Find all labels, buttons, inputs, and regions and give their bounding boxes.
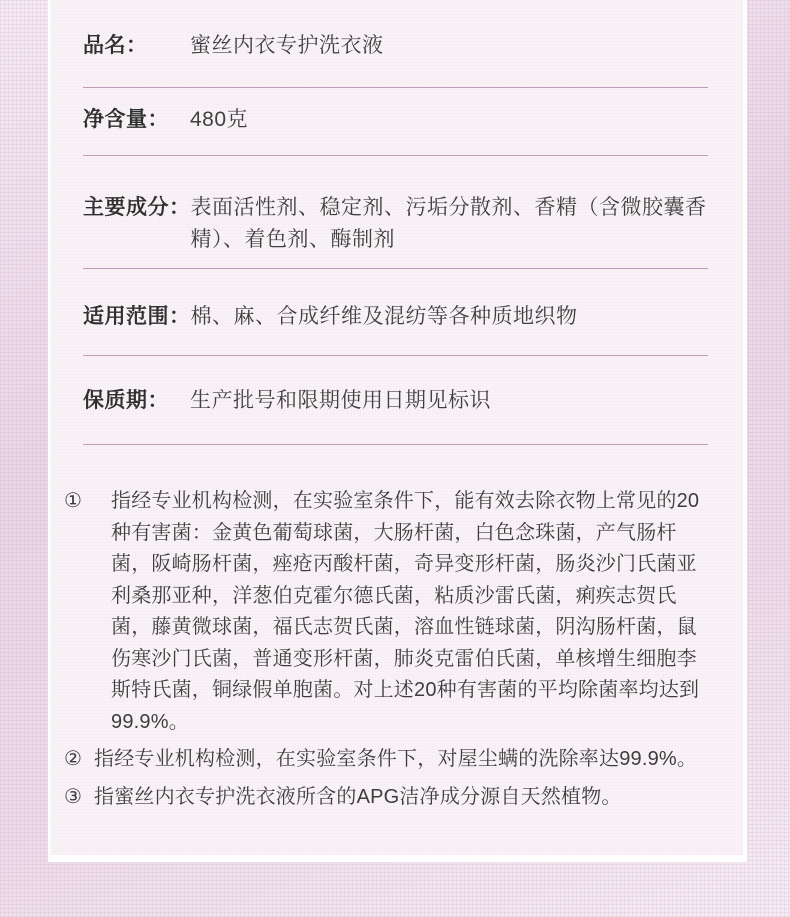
- spec-value: 生产批号和限期使用日期见标识: [190, 389, 491, 412]
- spec-value: 表面活性剂、稳定剂、污垢分散剂、香精（含微胶囊香精）、着色剂、酶制剂: [190, 196, 707, 251]
- footnote-text: 指经专业机构检测，在实验室条件下，对屋尘螨的洗除率达99.9%。: [94, 748, 698, 770]
- spec-label: 主要成分：: [83, 196, 191, 219]
- footnote-1: [64, 486, 703, 738]
- footnote-marker: ③: [64, 785, 83, 808]
- footnote-marker: ①: [64, 490, 83, 512]
- spec-row-net-content: [51, 88, 743, 155]
- footnote-marker: ②: [64, 748, 83, 770]
- spec-row-shelf-life: [51, 356, 743, 444]
- product-info-panel: [48, 0, 747, 862]
- footnote-text: 指蜜丝内衣专护洗衣液所含的APG洁净成分源自天然植物。: [94, 785, 622, 808]
- spec-label: 净含量：: [83, 108, 169, 131]
- spec-label: 品名：: [83, 34, 148, 57]
- footnote-3: [64, 782, 703, 814]
- spec-row-applicable-range: [51, 269, 743, 355]
- spec-row-main-ingredients: [51, 156, 743, 268]
- spec-value: 蜜丝内衣专护洗衣液: [190, 34, 384, 57]
- spec-value: 棉、麻、合成纤维及混纺等各种质地织物: [190, 305, 578, 328]
- spec-label: 保质期：: [83, 389, 169, 412]
- spec-row-product-name: [51, 0, 743, 87]
- spec-label: 适用范围：: [83, 305, 191, 328]
- footnote-text: 指经专业机构检测，在实验室条件下，能有效去除衣物上常见的20种有害菌：金黄色葡萄球菌，大肠杆菌，白色念珠菌，产气肠杆菌，阪崎肠杆菌，痤疮丙酸杆菌，奇异变形杆菌，肠炎沙门氏菌亚利桑那亚种，洋葱伯克霍尔德氏菌，粘质沙雷氏菌，痢疾志贺氏菌，藤黄微球菌，福氏志贺氏菌，溶血性链球菌，阴沟肠杆菌，鼠伤寒沙门氏菌，普通变形杆菌，肺炎克雷伯氏菌，单核增生细胞李斯特氏菌，铜绿假单胞菌。对上述20种有害菌的平均除菌率均达到99.9%。: [111, 490, 700, 733]
- footnote-2: [64, 744, 703, 776]
- footnotes-section: [51, 445, 743, 813]
- spec-value: 480克: [190, 108, 249, 131]
